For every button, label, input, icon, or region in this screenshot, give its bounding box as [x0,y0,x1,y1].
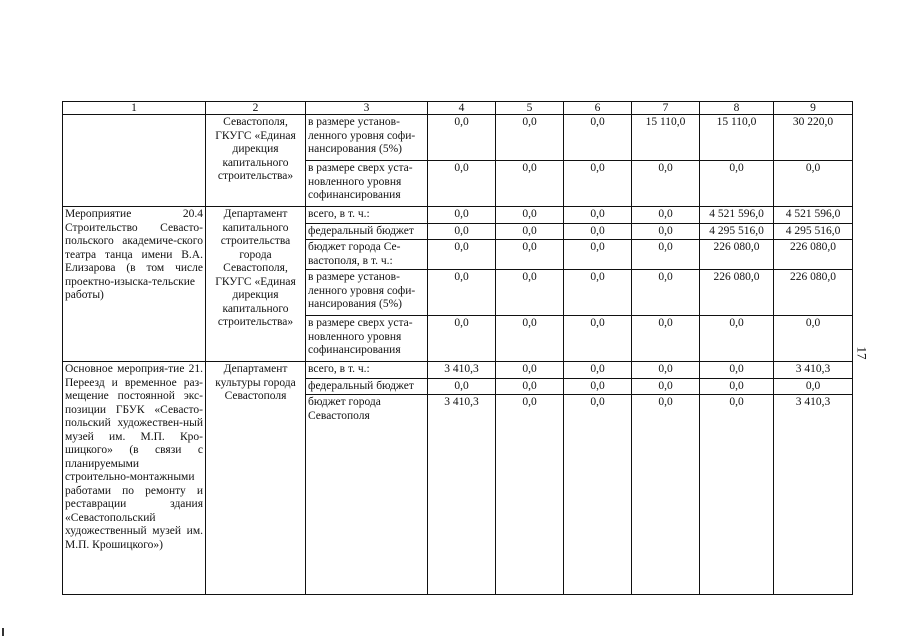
value-cell: 0,0 [496,395,564,595]
value-cell: 3 410,3 [428,395,496,595]
value-cell: 0,0 [428,316,496,362]
value-cell: 0,0 [632,316,700,362]
value-cell: 3 410,3 [428,362,496,379]
source-cell: всего, в т. ч.: [306,362,428,379]
value-cell: 0,0 [496,270,564,316]
value-cell: 0,0 [564,161,632,207]
value-cell: 0,0 [564,223,632,240]
header-cell: 6 [564,102,632,115]
source-cell: в размере установ-ленного уровня софи-нансирования (5%) [306,115,428,161]
event-cell [63,115,206,207]
event-cell: Основное мероприя-тие 21. Переезд и временное раз-мещение постоянной экс-позиции ГБУК «Севасто-польский художествен-ный музей им. М.П. Кро-шицкого» (в связи с планируемыми строительно-монтажными работами по ремонту и реставрации здания «Севастопольский художественный музей им. М.П. Крошицкого») [63,362,206,595]
table-row [63,115,853,161]
value-cell: 0,0 [496,115,564,161]
value-cell: 0,0 [428,223,496,240]
header-cell: 4 [428,102,496,115]
value-cell: 0,0 [632,240,700,270]
value-cell: 0,0 [496,240,564,270]
source-cell: федеральный бюджет [306,223,428,240]
value-cell: 0,0 [564,115,632,161]
value-cell: 0,0 [564,395,632,595]
value-cell: 0,0 [632,362,700,379]
value-cell: 0,0 [564,316,632,362]
value-cell: 0,0 [632,395,700,595]
value-cell: 0,0 [774,378,853,395]
value-cell: 226 080,0 [700,270,774,316]
value-cell: 0,0 [496,362,564,379]
value-cell: 0,0 [774,161,853,207]
executor-cell: Севастополя, ГКУГС «Единая дирекция капитального строительства» [206,115,306,207]
value-cell: 4 295 516,0 [700,223,774,240]
value-cell: 0,0 [496,207,564,224]
value-cell: 0,0 [428,240,496,270]
source-cell: бюджет города Се-вастополя, в т. ч.: [306,240,428,270]
value-cell: 0,0 [700,161,774,207]
header-cell: 8 [700,102,774,115]
executor-cell: Департамент культуры города Севастополя [206,362,306,595]
value-cell: 0,0 [632,378,700,395]
value-cell: 0,0 [700,316,774,362]
value-cell: 0,0 [564,240,632,270]
header-cell: 7 [632,102,700,115]
value-cell: 0,0 [428,207,496,224]
value-cell: 0,0 [564,270,632,316]
value-cell: 0,0 [700,362,774,379]
header-cell: 3 [306,102,428,115]
value-cell: 0,0 [774,316,853,362]
value-cell: 15 110,0 [700,115,774,161]
value-cell: 0,0 [496,378,564,395]
value-cell: 0,0 [428,161,496,207]
value-cell: 226 080,0 [700,240,774,270]
value-cell: 4 521 596,0 [774,207,853,224]
value-cell: 4 521 596,0 [700,207,774,224]
value-cell: 0,0 [632,223,700,240]
table-row [63,362,853,379]
header-cell: 1 [63,102,206,115]
event-cell: Мероприятие 20.4 Строительство Севасто-польского академиче-ского театра танца имени В.А. Елизарова (в том числе проектно-изыска-тельские работы) [63,207,206,362]
value-cell: 0,0 [428,270,496,316]
budget-table [62,101,853,595]
value-cell: 0,0 [564,207,632,224]
value-cell: 0,0 [428,378,496,395]
value-cell: 0,0 [700,378,774,395]
value-cell: 0,0 [564,378,632,395]
table-row [63,207,853,224]
header-row [63,102,853,115]
value-cell: 15 110,0 [632,115,700,161]
header-cell: 2 [206,102,306,115]
value-cell: 226 080,0 [774,270,853,316]
source-cell: в размере сверх уста-новленного уровня софинансирования [306,316,428,362]
value-cell: 0,0 [632,207,700,224]
value-cell: 226 080,0 [774,240,853,270]
value-cell: 0,0 [496,223,564,240]
value-cell: 0,0 [428,115,496,161]
value-cell: 0,0 [700,395,774,595]
value-cell: 4 295 516,0 [774,223,853,240]
value-cell: 30 220,0 [774,115,853,161]
source-cell: в размере сверх уста-новленного уровня софинансирования [306,161,428,207]
header-cell: 5 [496,102,564,115]
source-cell: федеральный бюджет [306,378,428,395]
value-cell: 0,0 [564,362,632,379]
scan-mark [2,628,4,636]
source-cell: всего, в т. ч.: [306,207,428,224]
value-cell: 0,0 [632,270,700,316]
value-cell: 0,0 [632,161,700,207]
header-cell: 9 [774,102,853,115]
value-cell: 3 410,3 [774,362,853,379]
source-cell: бюджет города Севастополя [306,395,428,595]
value-cell: 0,0 [496,316,564,362]
source-cell: в размере установ-ленного уровня софи-нансирования (5%) [306,270,428,316]
value-cell: 3 410,3 [774,395,853,595]
page-number: 17 [854,346,870,360]
executor-cell: Департамент капитального строительства города Севастополя, ГКУГС «Единая дирекция капитального строительства» [206,207,306,362]
value-cell: 0,0 [496,161,564,207]
